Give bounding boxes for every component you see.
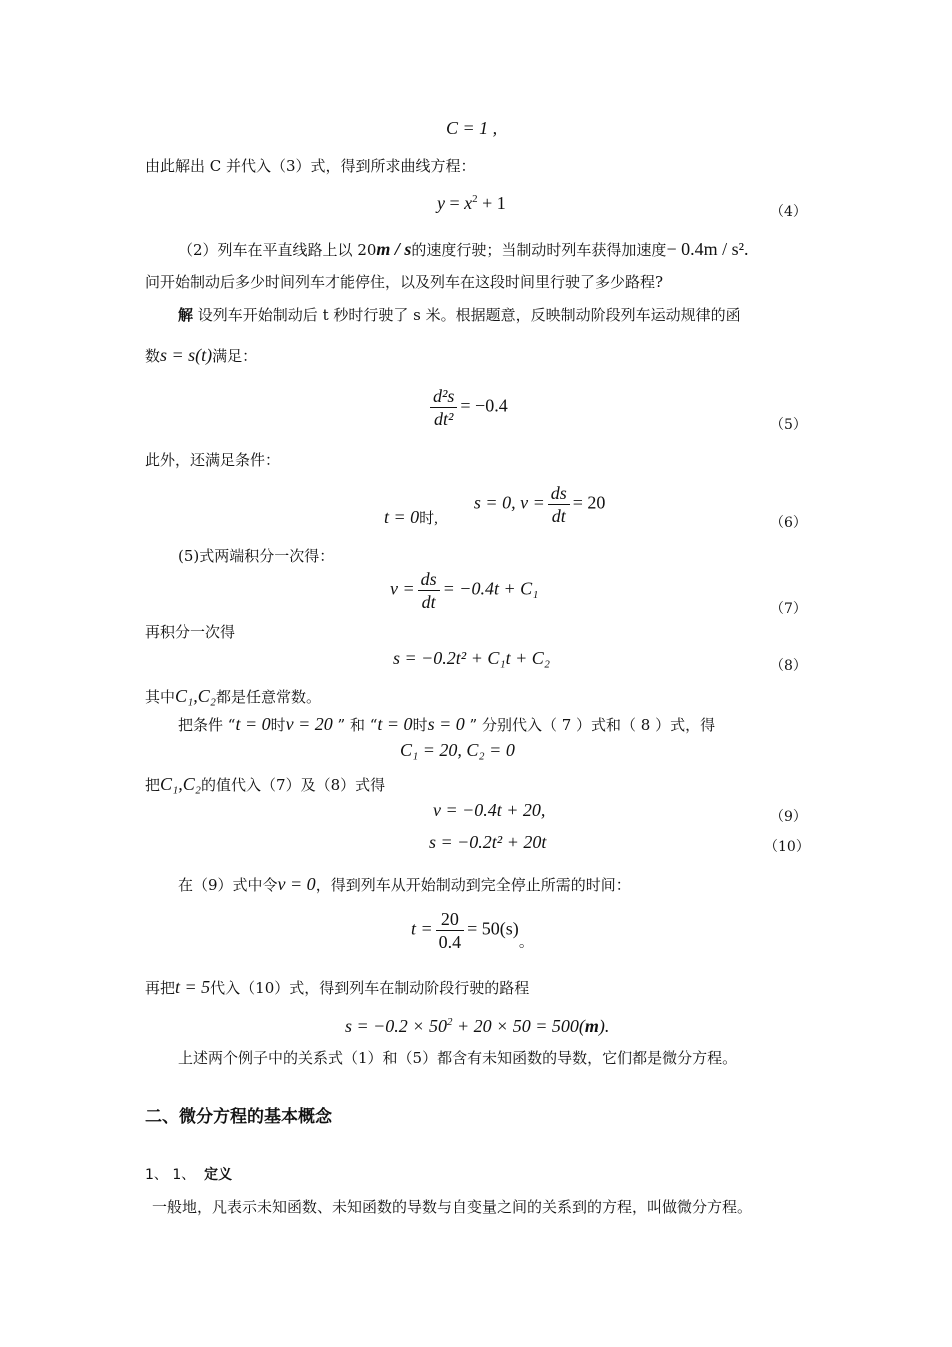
paragraph-definition: 一般地，凡表示未知函数、未知函数的导数与自变量之间的关系到的方程，叫做微分方程。 (152, 1198, 753, 1216)
subheading-definition: 1、 1、 定义 (145, 1167, 233, 1183)
paragraph-solution-line-2: 数s = s(t)满足： (145, 345, 258, 365)
equation-5: $\frac{\text{d²s}}{\text{dt²}}$ = −0.4 (427, 385, 508, 430)
equation-10: s = −0.2t² + 20t (429, 832, 547, 852)
equation-number-8: （8） (770, 658, 807, 674)
equation-number-4: （4） (770, 204, 807, 220)
equation-number-7: （7） (770, 601, 807, 617)
paragraph-conditions: 此外，还满足条件： (145, 451, 281, 469)
equation-9: v = −0.4t + 20, (433, 800, 546, 820)
equation-distance: $s = -0.2 \times 50^2 + 20 \times 50 = 500(m)$. (345, 1016, 610, 1036)
paragraph-substitute-conditions: 把条件 “t = 0时v = 20 ” 和 “t = 0时s = 0 ” 分别代入（ 7 ）式和（ 8 ）式，得 (178, 714, 716, 734)
equation-c-equals-1: C = 1 , (446, 118, 498, 138)
equation-7: v = $\frac{ds}{dt}$ = −0.4t + C₁ (390, 569, 539, 612)
equation-number-5: （5） (770, 417, 807, 433)
equation-8: s = −0.2t² + C₁t + C₂ (393, 648, 551, 668)
equation-4: $y = x^2 + 1$ (437, 193, 506, 213)
paragraph-summary: 上述两个例子中的关系式（1）和（5）都含有未知函数的导数，它们都是微分方程。 (178, 1049, 738, 1067)
paragraph-solution-line-1: 解 设列车开始制动后 t 秒时行驶了 s 米。根据题意，反映制动阶段列车运动规律的函 (178, 306, 741, 324)
paragraph-integrate-again: 再积分一次得 (145, 623, 236, 641)
paragraph-solve-c: 由此解出 C 并代入（3）式，得到所求曲线方程： (145, 157, 476, 175)
equation-number-9: （9） (770, 809, 807, 825)
equation-constant-values: C₁ = 20, C₂ = 0 (400, 740, 515, 760)
equation-number-6: （6） (770, 515, 807, 531)
paragraph-integrate-once: (5)式两端积分一次得： (178, 547, 335, 565)
section-heading-basic-concepts: 二、微分方程的基本概念 (145, 1107, 332, 1127)
equation-6: t = 0时, s = 0, v = $\frac{ds}{dt}$ = 20 (384, 483, 606, 527)
equation-number-10: （10） (764, 839, 810, 855)
paragraph-arbitrary-constants: 其中C₁,C₂都是任意常数。 (145, 686, 322, 706)
paragraph-problem-2-line-2: 问开始制动后多少时间列车才能停住，以及列车在这段时间里行驶了多少路程? (145, 273, 664, 291)
paragraph-substitute-values: 把C₁,C₂的值代入（7）及（8）式得 (145, 774, 386, 794)
equation-stop-time: t = $\frac{20}{0.4}$ = $50(s)_。$ (411, 909, 534, 952)
paragraph-problem-2-line-1: （2）列车在平直线路上以 20m / s的速度行驶；当制动时列车获得加速度− 0.4m / s². (178, 239, 749, 259)
paragraph-let-v-zero: 在（9）式中令v = 0，得到列车从开始制动到完全停止所需的时间： (178, 874, 631, 894)
paragraph-put-t: 再把t = 5代入（10）式，得到列车在制动阶段行驶的路程 (145, 977, 530, 997)
